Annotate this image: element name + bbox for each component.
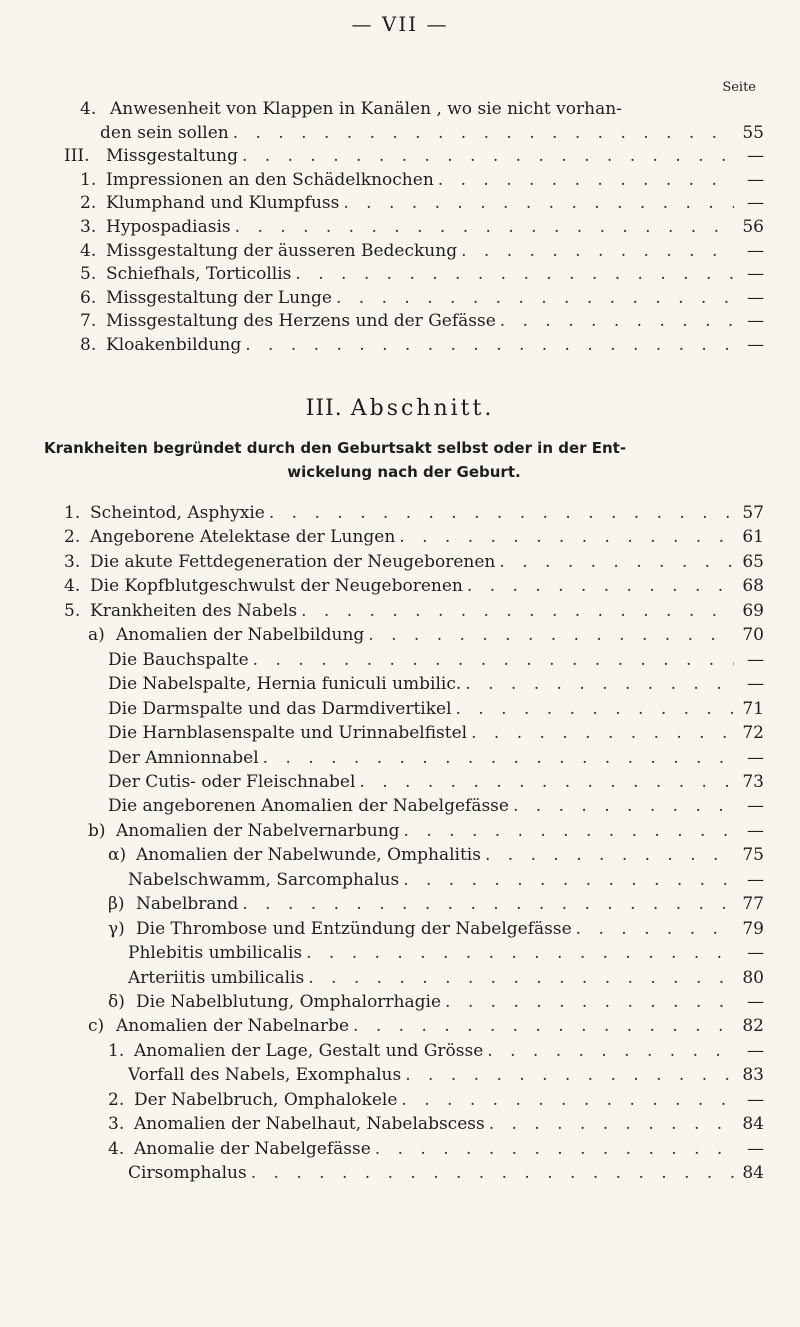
- dot-leader: [405, 1064, 734, 1086]
- toc-entry-label: Missgestaltung der Lunge: [106, 287, 332, 308]
- dot-leader: [359, 771, 734, 793]
- toc-entry: [80, 98, 764, 120]
- toc-entry-label: Die Darmspalte und das Darmdivertikel: [108, 698, 452, 719]
- toc-entry-page: —: [747, 193, 764, 214]
- toc-entry-page: 73: [742, 771, 764, 792]
- toc-entry-page: —: [747, 169, 764, 190]
- dot-leader: [251, 1162, 734, 1184]
- dot-leader: [233, 122, 734, 144]
- toc-entry-label: Phlebitis umbilicalis: [128, 943, 303, 964]
- toc-entry: [108, 747, 764, 769]
- toc-entry: [80, 263, 764, 285]
- toc-entry: [128, 869, 764, 891]
- toc-entry: [128, 1162, 764, 1184]
- dot-leader: [253, 649, 734, 671]
- toc-entry: [108, 649, 764, 671]
- toc-entry-number: 2.: [64, 527, 81, 548]
- toc-entry-page: —: [747, 1089, 764, 1110]
- toc-entry-label: Missgestaltung des Herzens und der Gefässe: [106, 311, 496, 332]
- dot-leader: [456, 698, 734, 720]
- toc-entry-number: α): [108, 845, 127, 866]
- toc-entry: [80, 240, 764, 262]
- toc-entry-number: 3.: [64, 551, 81, 572]
- toc-entry-page: 68: [742, 576, 764, 597]
- toc-entry-label: Impressionen an den Schädelknochen: [106, 169, 434, 190]
- toc-entry-number: 2.: [108, 1089, 125, 1110]
- toc-entry: [80, 216, 764, 238]
- section-numeral: III.: [305, 396, 343, 421]
- dot-leader: [269, 502, 734, 524]
- toc-entry-label: Klumphand und Klumpfuss: [106, 193, 340, 214]
- toc-entry-page: 70: [742, 625, 764, 646]
- toc-entry-page: —: [747, 1040, 764, 1061]
- toc-entry-label: Angeborene Atelektase der Lungen: [90, 527, 396, 548]
- toc-entry: [108, 1138, 764, 1160]
- toc-entry-page: 69: [742, 600, 764, 621]
- toc-entry-number: 5.: [64, 600, 81, 621]
- toc-entry-page: 65: [742, 551, 764, 572]
- toc-entry-page: —: [747, 820, 764, 841]
- toc-entry-number: 8.: [80, 335, 97, 355]
- toc-entry-number: 2.: [80, 193, 97, 214]
- toc-entry-label: Schiefhals, Torticollis: [106, 264, 292, 285]
- section-title: Abschnitt.: [350, 396, 495, 421]
- toc-entry: [88, 624, 764, 646]
- toc-entry-page: 79: [742, 918, 764, 939]
- section-subtitle-line-1: Krankheiten begründet durch den Geburtsakt selbst oder in der Ent-: [44, 439, 627, 457]
- toc-entry-label: Anomalien der Nabelwunde, Omphalitis: [136, 845, 481, 866]
- toc-entry-page: —: [747, 240, 764, 261]
- toc-entry-label: Der Cutis- oder Fleischnabel: [108, 771, 356, 792]
- toc-entry-number: 3.: [108, 1114, 125, 1135]
- toc-entry: [64, 575, 764, 597]
- toc-entry: [108, 844, 764, 866]
- page-number-header: — VII —: [351, 12, 449, 36]
- toc-entry: [108, 1040, 764, 1062]
- toc-entry: [108, 1113, 764, 1135]
- toc-entry: [80, 310, 764, 332]
- toc-entry: [128, 942, 764, 964]
- toc-entry-number: b): [88, 820, 106, 841]
- toc-entry-label: Scheintod, Asphyxie: [90, 503, 265, 523]
- toc-entry-label: Hypospadiasis: [106, 217, 231, 237]
- toc-entry: [80, 169, 764, 191]
- toc-entry-label: Anomalien der Nabelbildung: [116, 625, 365, 646]
- toc-entry-page: 57: [742, 503, 764, 523]
- toc-entry-label: Die akute Fettdegeneration der Neugeborenen: [90, 551, 496, 572]
- toc-entry-page: —: [747, 943, 764, 964]
- toc-entry-number: 1.: [64, 503, 81, 523]
- toc-entry: [80, 334, 764, 356]
- toc-entry-number: 1.: [108, 1040, 125, 1061]
- seite-column-label: Seite: [722, 80, 756, 95]
- toc-entry-label: Die Nabelblutung, Omphalorrhagie: [136, 992, 442, 1012]
- dot-leader: [242, 145, 734, 167]
- dot-leader: [487, 1040, 734, 1062]
- toc-entry-label: Anomalien der Nabelnarbe: [116, 1016, 350, 1037]
- toc-entry-page: 55: [742, 122, 764, 143]
- toc-entry-label: Die Bauchspalte: [108, 649, 249, 670]
- toc-entry-number: δ): [108, 992, 125, 1012]
- toc-entry-number: 1.: [80, 169, 97, 190]
- toc-entry: [64, 551, 764, 573]
- toc-entry-number: 3.: [80, 217, 97, 237]
- toc-entry-label: Missgestaltung der äusseren Bedeckung: [106, 240, 458, 261]
- toc-entry-page: 82: [742, 1016, 764, 1037]
- dot-leader: [245, 334, 734, 356]
- toc-entry-label: Der Nabelbruch, Omphalokele: [134, 1089, 398, 1110]
- toc-entry-page: —: [747, 287, 764, 308]
- toc-entry-page: —: [747, 146, 764, 167]
- toc-entry-label: Der Amnionnabel: [108, 747, 259, 768]
- dot-leader: [399, 526, 734, 548]
- dot-leader: [471, 722, 734, 744]
- toc-entry-number: 7.: [80, 311, 97, 332]
- dot-leader: [513, 795, 734, 817]
- dot-leader: [461, 240, 734, 262]
- toc-entry-number: c): [88, 1016, 105, 1037]
- dot-leader: [404, 820, 734, 842]
- dot-leader: [301, 600, 734, 622]
- toc-entry: [108, 673, 764, 695]
- toc-entry-number: 6.: [80, 287, 97, 308]
- dot-leader: [465, 673, 734, 695]
- toc-entry-number: 4.: [80, 240, 97, 261]
- toc-entry-number: γ): [108, 918, 125, 939]
- toc-entry-label: Anomalie der Nabelgefässe: [134, 1138, 371, 1159]
- toc-entry-label: Vorfall des Nabels, Exomphalus: [128, 1065, 402, 1086]
- toc-entry-page: —: [747, 747, 764, 768]
- toc-entry: [64, 526, 764, 548]
- dot-leader: [576, 918, 734, 940]
- dot-leader: [375, 1138, 734, 1160]
- toc-entry-page: —: [747, 649, 764, 670]
- dot-leader: [235, 216, 734, 238]
- toc-entry-number: 4.: [64, 576, 81, 597]
- toc-entry-label: Die Harnblasenspalte und Urinnabelfistel: [108, 723, 468, 744]
- toc-entry-page: —: [747, 1138, 764, 1159]
- toc-entry: [128, 967, 764, 989]
- toc-entry-page: —: [747, 674, 764, 695]
- dot-leader: [467, 575, 734, 597]
- section-heading: [0, 396, 800, 421]
- toc-entry-number: 5.: [80, 264, 97, 285]
- toc-entry-number: III.: [64, 146, 90, 167]
- toc-entry-label: Die angeborenen Anomalien der Nabelgefässe: [108, 796, 509, 817]
- toc-entry-label: Krankheiten des Nabels: [90, 600, 298, 621]
- toc-entry: [108, 771, 764, 793]
- toc-entry: [80, 287, 764, 309]
- toc-entry-number: β): [108, 894, 125, 915]
- toc-entry-label: den sein sollen: [100, 122, 229, 143]
- dot-leader: [499, 551, 734, 573]
- toc-entry-page: 83: [742, 1065, 764, 1086]
- toc-entry-label: Die Thrombose und Entzündung der Nabelgefässe: [136, 918, 572, 939]
- toc-entry-label: Anwesenheit von Klappen in Kanälen , wo sie nicht vorhan-: [110, 99, 622, 119]
- toc-entry-page: —: [747, 796, 764, 817]
- dot-leader: [336, 287, 734, 309]
- toc-entry: [88, 1015, 764, 1037]
- toc-entry: [108, 698, 764, 720]
- toc-entry-page: 72: [742, 723, 764, 744]
- toc-entry-label: Arteriitis umbilicalis: [128, 967, 305, 988]
- toc-entry-number: 4.: [80, 99, 97, 119]
- toc-entry-label: Cirsomphalus: [128, 1163, 247, 1184]
- toc-entry-label: Die Nabelspalte, Hernia funiculi umbilic.: [108, 674, 462, 695]
- dot-leader: [500, 310, 734, 332]
- dot-leader: [368, 624, 734, 646]
- toc-entry-label: Die Kopfblutgeschwulst der Neugeborenen: [90, 576, 463, 597]
- toc-entry-label: Missgestaltung: [106, 146, 238, 167]
- dot-leader: [438, 169, 734, 191]
- toc-entry: [80, 192, 764, 214]
- toc-entry: [108, 991, 764, 1013]
- toc-entry-number: a): [88, 625, 105, 646]
- toc-entry-page: 56: [742, 217, 764, 237]
- toc-entry-page: —: [747, 335, 764, 355]
- toc-entry-page: 80: [742, 967, 764, 988]
- toc-entry-label: Kloakenbildung: [106, 335, 242, 355]
- dot-leader: [485, 844, 734, 866]
- toc-entry-page: 61: [742, 527, 764, 548]
- dot-leader: [308, 967, 734, 989]
- toc-entry-label: Nabelschwamm, Sarcomphalus: [128, 869, 400, 890]
- toc-entry-page: —: [747, 992, 764, 1012]
- dot-leader: [242, 893, 734, 915]
- toc-entry: [108, 795, 764, 817]
- toc-entry: [108, 722, 764, 744]
- toc-entry: [64, 600, 764, 622]
- toc-entry-page: —: [747, 311, 764, 332]
- dot-leader: [263, 747, 734, 769]
- toc-entry-page: 84: [742, 1163, 764, 1184]
- toc-entry-label: Anomalien der Nabelhaut, Nabelabscess: [134, 1114, 485, 1135]
- toc-entry-page: 84: [742, 1114, 764, 1135]
- toc-entry-number: 4.: [108, 1138, 125, 1159]
- dot-leader: [489, 1113, 734, 1135]
- section-subtitle-line-2: wickelung nach der Geburt.: [287, 463, 521, 481]
- toc-entry: [88, 820, 764, 842]
- toc-entry-page: 77: [742, 894, 764, 915]
- toc-entry: [64, 502, 764, 524]
- toc-entry: [108, 1089, 764, 1111]
- dot-leader: [445, 991, 734, 1013]
- toc-entry-label: Nabelbrand: [136, 894, 239, 915]
- toc-entry-page: 71: [742, 698, 764, 719]
- toc-entry-label: Anomalien der Nabelvernarbung: [116, 820, 400, 841]
- dot-leader: [343, 192, 734, 214]
- toc-entry-page: —: [747, 869, 764, 890]
- dot-leader: [401, 1089, 734, 1111]
- dot-leader: [403, 869, 734, 891]
- toc-entry: [108, 918, 764, 940]
- toc-entry: [128, 1064, 764, 1086]
- toc-entry-label: Anomalien der Lage, Gestalt und Grösse: [134, 1040, 484, 1061]
- dot-leader: [295, 263, 734, 285]
- dot-leader: [306, 942, 734, 964]
- toc-entry-page: 75: [742, 845, 764, 866]
- toc-entry: [108, 893, 764, 915]
- dot-leader: [353, 1015, 734, 1037]
- toc-entry-page: —: [747, 264, 764, 285]
- toc-entry: [100, 122, 764, 144]
- toc-entry: [64, 145, 764, 167]
